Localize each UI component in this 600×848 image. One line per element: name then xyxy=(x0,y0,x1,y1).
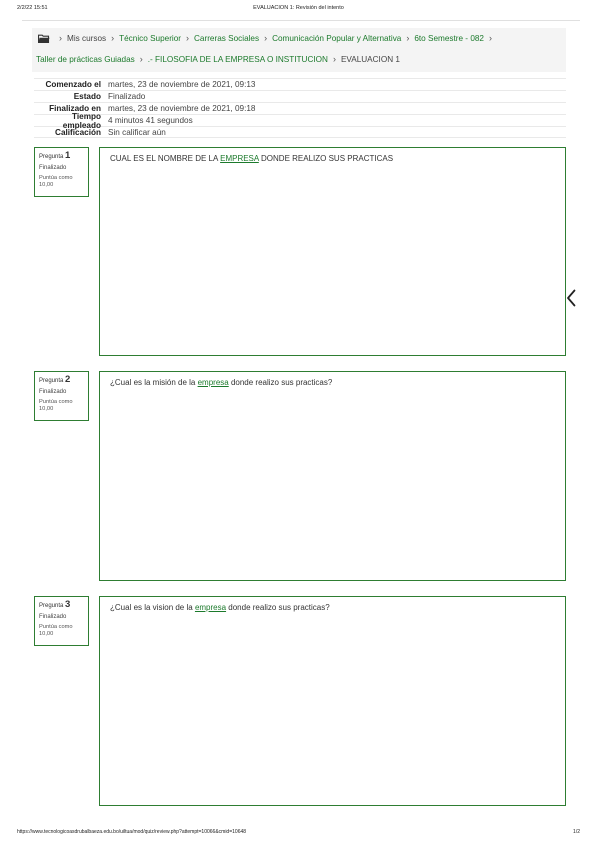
breadcrumb-taller[interactable]: Taller de prácticas Guiadas xyxy=(36,54,135,64)
breadcrumb-row-2 xyxy=(36,54,400,64)
question-number xyxy=(39,151,84,162)
breadcrumb-separator: › xyxy=(406,33,410,43)
question-text: donde realizo sus practicas? xyxy=(228,378,333,387)
question-glossary-link[interactable]: empresa xyxy=(194,603,227,612)
question-number-value: 1 xyxy=(65,150,71,161)
breadcrumb-separator: › xyxy=(488,33,492,43)
question-text: ¿Cual es la misión de la xyxy=(110,378,198,387)
breadcrumb-semestre[interactable]: 6to Semestre - 082 xyxy=(414,33,484,43)
summary-label: Tiempo empleado xyxy=(62,111,101,130)
question-text: donde realizo sus practicas? xyxy=(226,603,330,612)
breadcrumb-filosofia[interactable]: .- FILOSOFIA DE LA EMPRESA O INSTITUCION xyxy=(147,54,328,64)
question-prefix: Pregunta xyxy=(39,154,64,160)
question-3-info xyxy=(34,596,89,646)
question-text: ¿Cual es la vision de la xyxy=(110,603,195,612)
summary-value: Sin calificar aún xyxy=(108,127,166,137)
chevron-left-icon[interactable] xyxy=(566,289,576,307)
breadcrumb-separator: › xyxy=(264,33,268,43)
summary-row-state xyxy=(34,90,566,102)
print-url: https://www.tecnologicoasdrubalbaeza.edu.bo/uiltua/mod/quiz/review.php?attempt=10066&cmid=10648 xyxy=(17,829,247,835)
question-1-info xyxy=(34,147,89,197)
breadcrumb-separator: › xyxy=(186,33,190,43)
question-state: Finalizado xyxy=(39,614,67,620)
question-grade-value: 10,00 xyxy=(39,630,54,637)
question-number-value: 3 xyxy=(65,599,71,610)
summary-label: Estado xyxy=(73,92,101,101)
breadcrumb-separator: › xyxy=(59,33,62,43)
question-grade-value: 10,00 xyxy=(39,405,54,412)
folder-icon[interactable] xyxy=(38,34,50,43)
question-2-content xyxy=(99,371,566,581)
question-glossary-link[interactable]: EMPRESA xyxy=(220,154,259,163)
summary-row-grade xyxy=(34,126,566,138)
summary-row-started xyxy=(34,78,566,90)
question-text: CUAL ES EL NOMBRE DE LA xyxy=(110,154,221,163)
question-number xyxy=(39,600,84,611)
question-state: Finalizado xyxy=(39,165,67,171)
summary-row-finished xyxy=(34,102,566,114)
breadcrumb-separator: › xyxy=(111,33,115,43)
question-grade-label: Puntúa como xyxy=(39,399,73,405)
breadcrumb-carreras-sociales[interactable]: Carreras Sociales xyxy=(194,33,260,43)
print-page-number: 1/2 xyxy=(573,829,580,835)
print-date: 2/2/22 15:51 xyxy=(17,5,48,11)
question-text: DONDE REALIZO SUS PRACTICAS xyxy=(258,154,394,163)
question-grade-label: Puntúa como xyxy=(39,624,73,630)
question-grade-label: Puntúa como xyxy=(39,175,73,181)
summary-label: Comenzado el xyxy=(45,80,101,89)
breadcrumb-mis-cursos[interactable]: Mis cursos xyxy=(67,33,107,43)
attempt-summary xyxy=(34,78,566,138)
question-1-content xyxy=(99,147,566,356)
print-header xyxy=(17,5,580,15)
question-grade xyxy=(39,399,84,412)
question-glossary-link[interactable]: empresa xyxy=(197,378,229,387)
question-prefix: Pregunta xyxy=(39,603,64,609)
summary-label: Calificación xyxy=(55,127,101,137)
summary-row-time xyxy=(34,111,566,130)
question-state: Finalizado xyxy=(39,389,67,395)
breadcrumb-separator: › xyxy=(139,54,143,64)
breadcrumb-comunicacion-popular[interactable]: Comunicación Popular y Alternativa xyxy=(272,33,402,43)
summary-value: Finalizado xyxy=(108,92,146,101)
breadcrumb xyxy=(32,28,566,72)
breadcrumb-current: EVALUACION 1 xyxy=(340,54,400,64)
summary-value: 4 minutos 41 segundos xyxy=(108,116,193,125)
question-grade-value: 10,00 xyxy=(39,181,54,188)
print-title: EVALUACION 1: Revisión del intento xyxy=(253,5,344,11)
summary-label: Finalizado en xyxy=(49,104,101,113)
question-grade xyxy=(39,624,84,637)
breadcrumb-tecnico-superior[interactable]: Técnico Superior xyxy=(119,33,182,43)
question-2-info xyxy=(34,371,89,421)
question-prefix: Pregunta xyxy=(39,378,64,384)
drawer-toggle[interactable] xyxy=(563,286,579,310)
question-number-value: 2 xyxy=(65,374,71,385)
question-number xyxy=(39,375,84,386)
summary-value: martes, 23 de noviembre de 2021, 09:13 xyxy=(108,80,256,89)
question-grade xyxy=(39,175,84,188)
summary-value: martes, 23 de noviembre de 2021, 09:18 xyxy=(108,104,256,113)
breadcrumb-row-1 xyxy=(38,33,497,43)
top-rule xyxy=(22,20,580,21)
breadcrumb-separator: › xyxy=(332,54,336,64)
question-3-content xyxy=(99,596,566,806)
